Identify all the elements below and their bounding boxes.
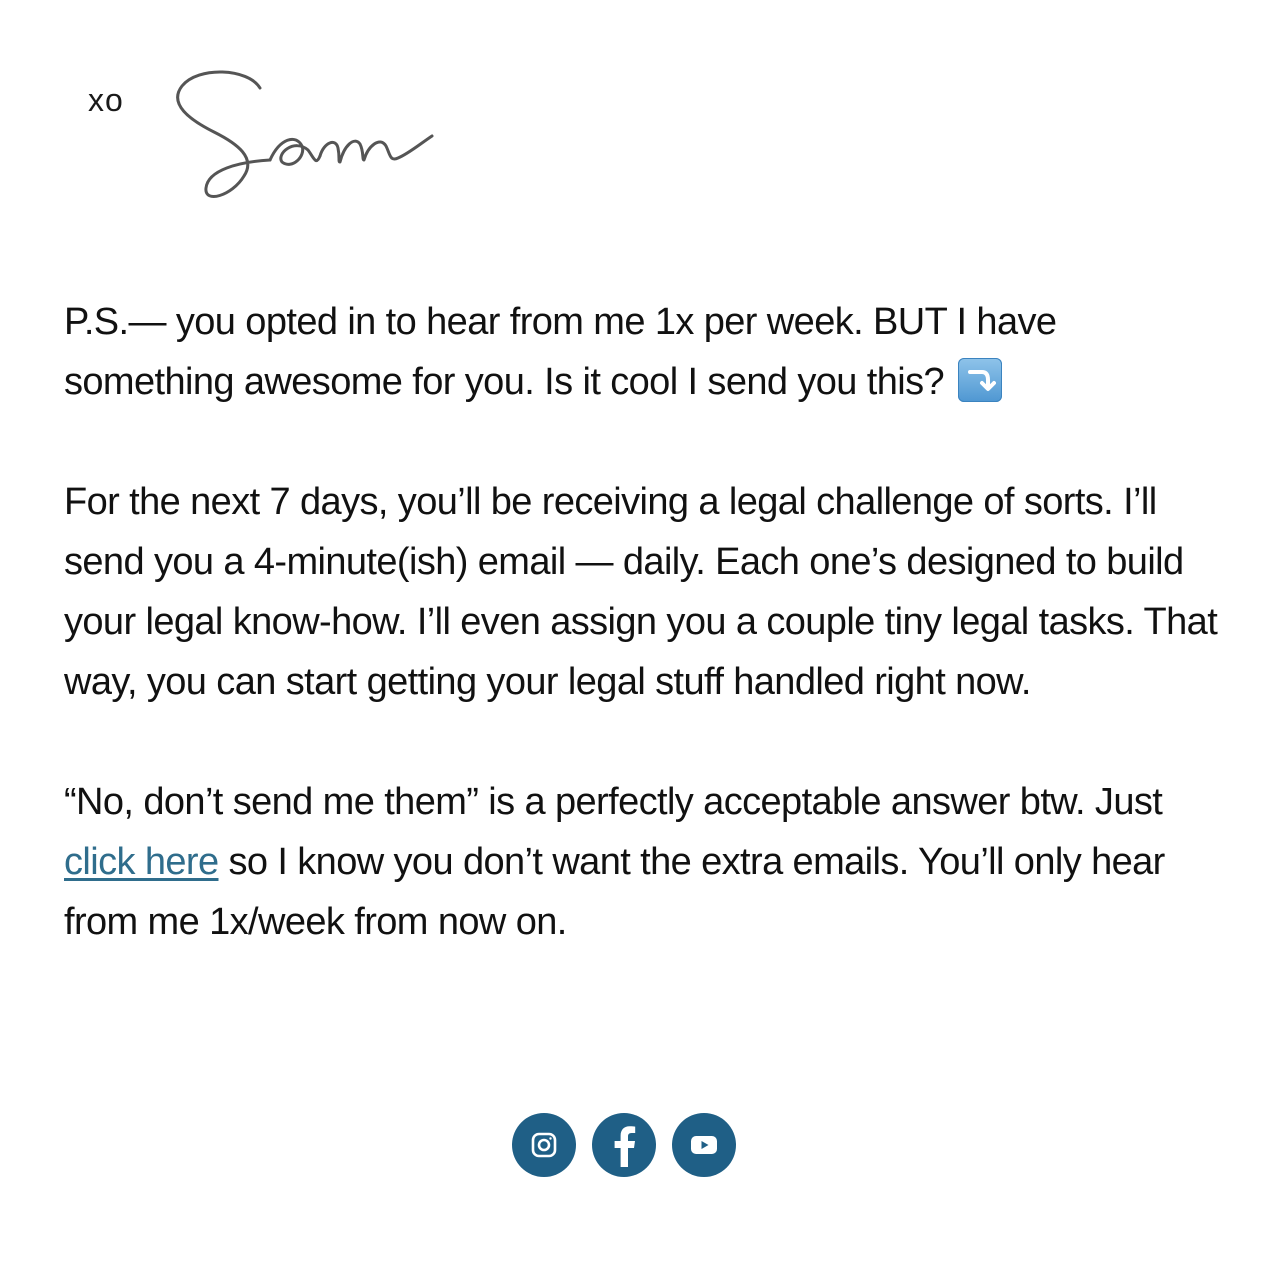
- instagram-icon: [530, 1131, 558, 1159]
- click-here-link[interactable]: click here: [64, 841, 219, 883]
- optout-paragraph: [64, 772, 1234, 952]
- instagram-button[interactable]: [512, 1113, 576, 1177]
- arrow-curving-down-icon: [958, 358, 1002, 402]
- youtube-icon: [690, 1135, 718, 1155]
- facebook-button[interactable]: [592, 1113, 656, 1177]
- challenge-paragraph: For the next 7 days, you’ll be receiving a legal challenge of sorts. I’ll send you a 4-minute(ish) email — daily. Each one’s designed to build your legal know-how. I’ll even assign you a couple tiny legal tasks. That way, you can start getting your legal stuff handled right now.: [64, 481, 1218, 703]
- signature-image: [168, 58, 448, 218]
- youtube-button[interactable]: [672, 1113, 736, 1177]
- ps-paragraph: [64, 292, 1234, 412]
- facebook-icon: [609, 1123, 639, 1167]
- social-links: [512, 1113, 736, 1177]
- ps-text: P.S.— you opted in to hear from me 1x per week. BUT I have something awesome for you. Is it cool I send you this?: [64, 301, 1057, 403]
- message-body: [64, 292, 1234, 1012]
- optout-text-start: “No, don’t send me them” is a perfectly acceptable answer btw. Just: [64, 781, 1163, 823]
- signoff-text: xo: [88, 82, 124, 118]
- optout-text-end: so I know you don’t want the extra emails. You’ll only hear from me 1x/week from now on.: [64, 841, 1165, 943]
